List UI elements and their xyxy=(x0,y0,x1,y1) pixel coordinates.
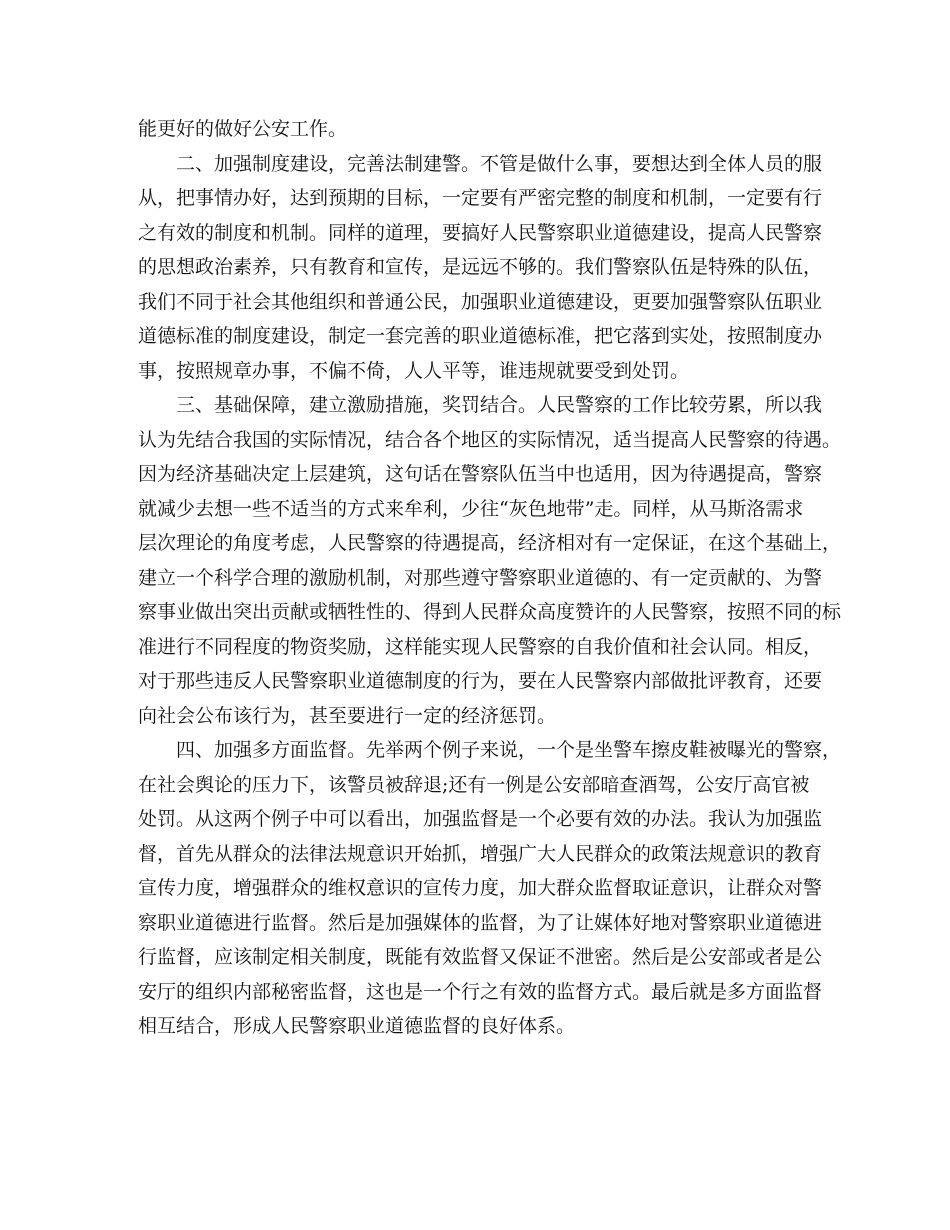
text-line: 相互结合，形成人民警察职业道德监督的良好体系。 xyxy=(138,1015,576,1037)
text-line: 层次理论的角度考虑，人民警察的待遇提高，经济相对有一定保证，在这个基础上， xyxy=(138,532,842,554)
text-line: 察事业做出突出贡献或牺牲性的、得到人民群众高度赞许的人民警察，按照不同的标 xyxy=(138,601,842,623)
text-line: 事，按照规章办事，不偏不倚，人人平等，谁违规就要受到处罚。 xyxy=(138,359,690,382)
text-line: 因为经济基础决定上层建筑，这句话在警察队伍当中也适用，因为待遇提高，警察 xyxy=(138,463,823,485)
text-line: 宣传力度，增强群众的维权意识的宣传力度，加大群众监督取证意识，让群众对警 xyxy=(138,877,823,899)
text-line: 能更好的做好公安工作。 xyxy=(138,118,348,140)
paragraph-first-line: 三、基础保障，建立激励措施，奖罚结合。人民警察的工作比较劳累，所以我 xyxy=(176,394,823,416)
text-line: 之有效的制度和机制。同样的道理，要搞好人民警察职业道德建设，提高人民警察 xyxy=(138,221,823,244)
text-line: 安厅的组织内部秘密监督，这也是一个行之有效的监督方式。最后就是多方面监督 xyxy=(138,980,823,1003)
document-body xyxy=(138,112,842,1044)
text-line: 建立一个科学合理的激励机制，对那些遵守警察职业道德的、有一定贡献的、为警 xyxy=(138,566,823,589)
text-line: 从，把事情办好，达到预期的目标，一定要有严密完整的制度和机制，一定要有行 xyxy=(138,187,823,209)
text-line: 向社会公布该行为，甚至要进行一定的经济惩罚。 xyxy=(138,704,557,727)
paragraph-first-line: 四、加强多方面监督。先举两个例子来说，一个是坐警车擦皮鞋被曝光的警察， xyxy=(176,739,842,761)
text-line: 就减少去想一些不适当的方式来牟利，少往“灰色地带”走。同样，从马斯洛需求 xyxy=(138,497,804,520)
text-line: 认为先结合我国的实际情况，结合各个地区的实际情况，适当提高人民警察的待遇。 xyxy=(138,428,842,451)
text-line: 我们不同于社会其他组织和普通公民，加强职业道德建设，更要加强警察队伍职业 xyxy=(138,290,823,313)
paragraph-first-line: 二、加强制度建设，完善法制建警。不管是做什么事，要想达到全体人员的服 xyxy=(176,152,823,175)
text-line: 行监督，应该制定相关制度，既能有效监督又保证不泄密。然后是公安部或者是公 xyxy=(138,946,823,968)
text-line: 的思想政治素养，只有教育和宣传，是远远不够的。我们警察队伍是特殊的队伍， xyxy=(138,256,823,278)
text-line: 对于那些违反人民警察职业道德制度的行为，要在人民警察内部做批评教育，还要 xyxy=(138,670,823,692)
text-line: 道德标准的制度建设，制定一套完善的职业道德标准，把它落到实处，按照制度办 xyxy=(138,325,823,347)
text-line: 处罚。从这两个例子中可以看出，加强监督是一个必要有效的办法。我认为加强监 xyxy=(138,808,823,830)
text-line: 督，首先从群众的法律法规意识开始抓，增强广大人民群众的政策法规意识的教育 xyxy=(138,842,823,865)
text-line: 准进行不同程度的物资奖励，这样能实现人民警察的自我价值和社会认同。相反， xyxy=(138,635,823,658)
text-line: 察职业道德进行监督。然后是加强媒体的监督，为了让媒体好地对警察职业道德进 xyxy=(138,911,823,934)
text-line: 在社会舆论的压力下，该警员被辞退;还有一例是公安部暗查酒驾，公安厅高官被 xyxy=(138,773,810,796)
